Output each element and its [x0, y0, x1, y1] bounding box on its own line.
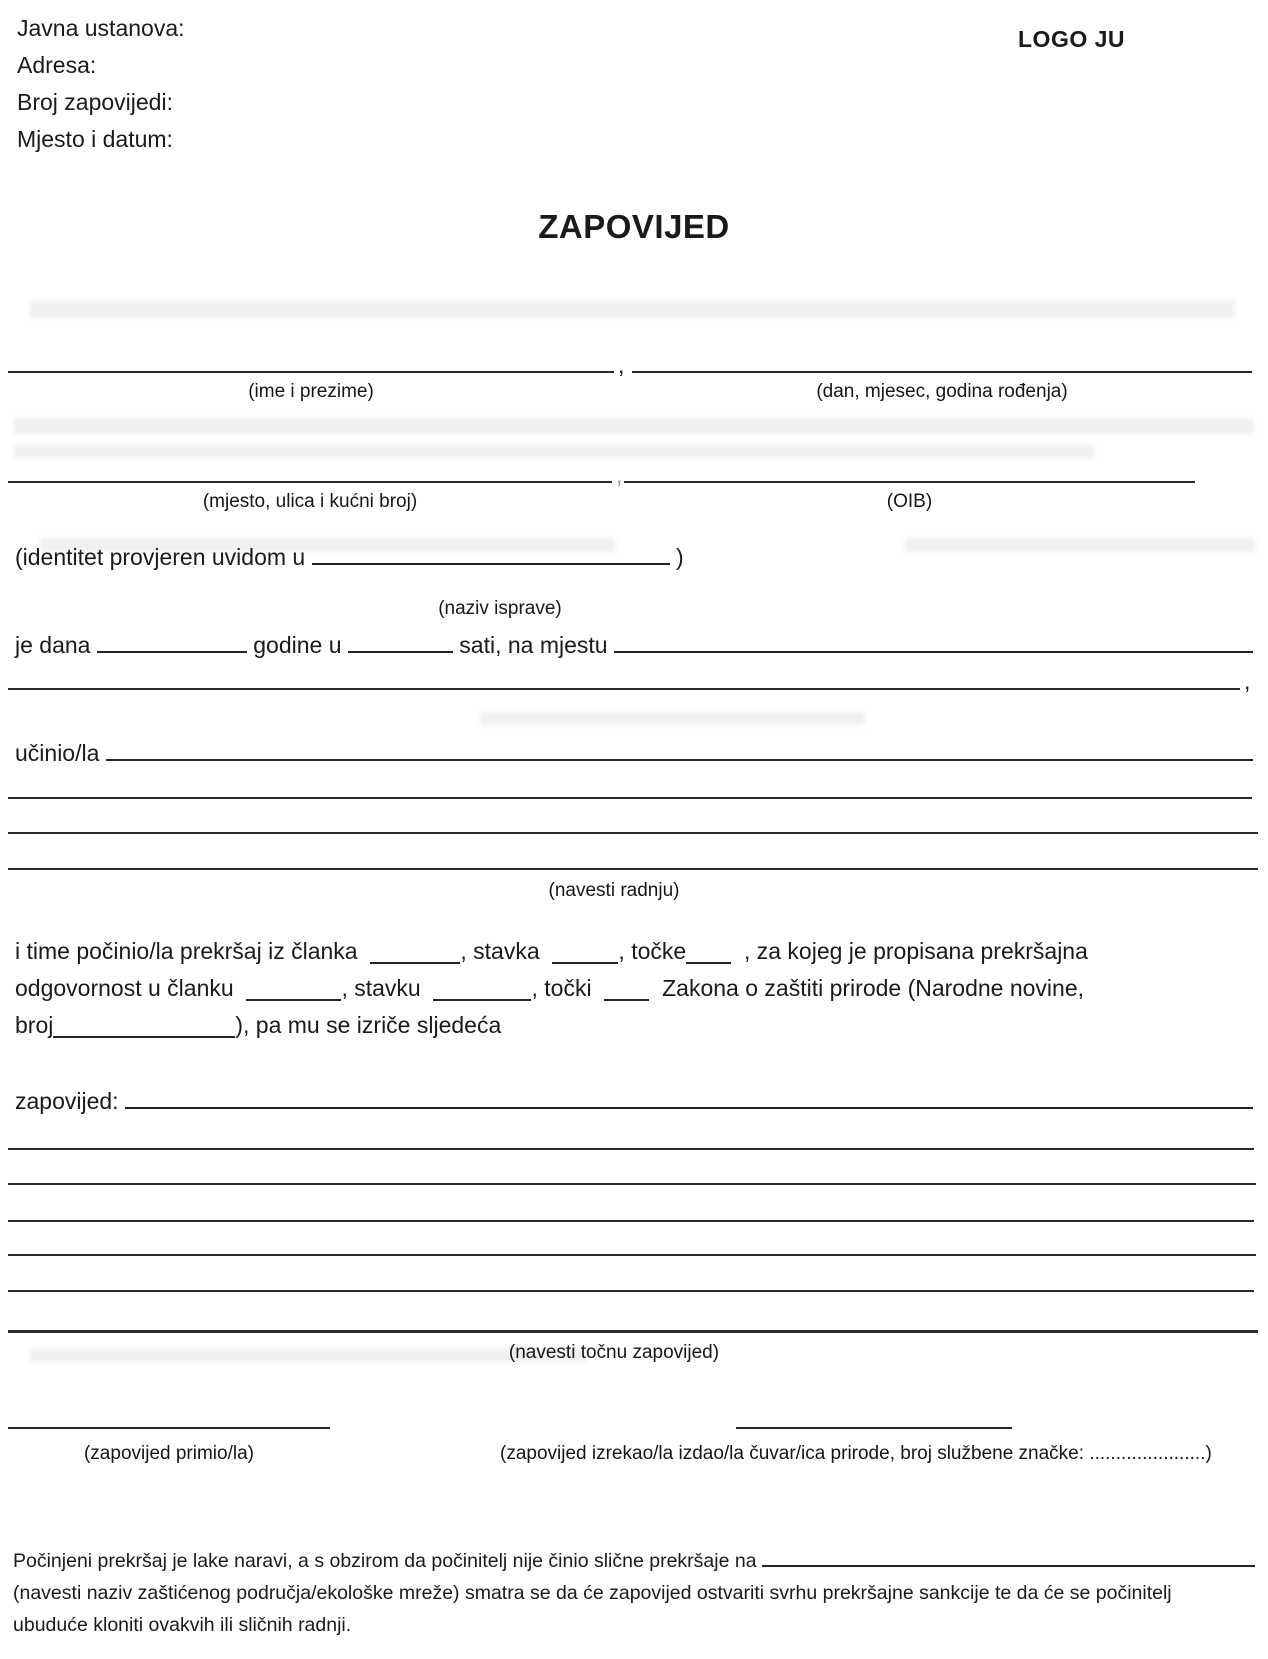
violation-text: Zakona o zaštiti prirode (Narodne novine,: [662, 975, 1085, 1001]
footer-line-2: (navesti naziv zaštićenog područja/ekološke mreže) smatra se da će zapovijed ostvariti svrhu prekršajne sankcije te da će se počinitelj: [13, 1582, 1172, 1604]
scan-bleed-band: [14, 418, 1254, 434]
scan-bleed-band: [14, 444, 1094, 459]
caption-birth: (dan, mjesec, godina rođenja): [816, 381, 1068, 402]
comma-separator: ,: [1244, 668, 1251, 694]
scan-bleed-band: [30, 300, 1235, 318]
address-label: Adresa:: [17, 52, 97, 78]
caption-signature-recipient: (zapovijed primio/la): [83, 1443, 254, 1464]
scan-bleed-band: [905, 538, 1255, 552]
institution-label: Javna ustanova:: [17, 15, 185, 41]
blank-line-place-continuation: [8, 688, 1240, 690]
blank-line-oib: [624, 481, 1195, 483]
date-prefix: je dana: [15, 632, 91, 658]
blank-field-paragraph2: [433, 981, 531, 1001]
violation-text: ), pa mu se izriče sljedeća: [235, 1012, 502, 1038]
date-mid: godine u: [253, 632, 342, 658]
blank-line-name: [8, 371, 614, 373]
signature-line-ranger: [736, 1427, 1012, 1429]
identity-prefix: (identitet provjeren uvidom u: [15, 544, 306, 570]
header-fields: [17, 10, 185, 158]
blank-field-point: [686, 944, 731, 964]
caption-address: (mjesto, ulica i kućni broj): [202, 491, 418, 512]
blank-line-order: [8, 1220, 1254, 1222]
blank-field-article: [370, 944, 460, 964]
blank-field-order: [125, 1089, 1253, 1109]
caption-name: (ime i prezime): [248, 381, 374, 402]
order-label: zapovijed:: [15, 1088, 119, 1114]
violation-text: odgovornost u članku: [15, 975, 234, 1001]
blank-field-date: [97, 633, 247, 653]
blank-line-action: [8, 797, 1252, 799]
place-date-label: Mjesto i datum:: [17, 126, 173, 152]
violation-line-1: [15, 938, 1088, 965]
identity-row: [15, 544, 684, 571]
blank-line-action: [8, 868, 1258, 870]
blank-line-order: [8, 1183, 1256, 1185]
caption-document: (naziv isprave): [438, 598, 562, 619]
order-number-label: Broj zapovijedi:: [17, 89, 173, 115]
violation-line-2: [15, 975, 1084, 1002]
blank-field-place: [614, 633, 1253, 653]
identity-close-paren: ): [676, 544, 684, 570]
date-suffix: sati, na mjestu: [459, 632, 608, 658]
blank-field-hour: [348, 633, 453, 653]
caption-exact-order: (navesti točnu zapovijed): [508, 1342, 720, 1363]
footer-line-1: [13, 1550, 1255, 1573]
document-title: ZAPOVIJED: [538, 208, 730, 245]
footer-text: Počinjeni prekršaj je lake naravi, a s obzirom da počinitelj nije činio slične prekršaje na: [13, 1550, 757, 1572]
violation-text: , točke: [618, 938, 687, 964]
violation-text: , točki: [531, 975, 592, 1001]
signature-line-recipient: [8, 1427, 330, 1429]
blank-field-action: [106, 741, 1253, 761]
violation-text: , stavku: [341, 975, 421, 1001]
blank-line-order: [8, 1290, 1254, 1292]
blank-line-address: [8, 481, 612, 483]
order-row: [15, 1088, 1253, 1115]
footer-line-3: ubuduće kloniti ovakvih ili sličnih radnji.: [13, 1614, 352, 1636]
caption-signature-ranger: (zapovijed izrekao/la izdao/la čuvar/ica prirode, broj službene značke: ......................): [500, 1443, 1212, 1464]
blank-line-order-final: [8, 1330, 1258, 1333]
logo-placeholder: LOGO JU: [1018, 26, 1126, 52]
violation-text: broj: [15, 1012, 54, 1038]
committed-label: učinio/la: [15, 740, 100, 766]
blank-field-point2: [604, 981, 649, 1001]
scan-bleed-band: [480, 712, 865, 725]
blank-field-protected-area: [762, 1550, 1255, 1567]
blank-field-paragraph: [552, 944, 618, 964]
blank-line-action: [8, 832, 1258, 834]
blank-field-gazette-number: [53, 1018, 235, 1038]
blank-line-order: [8, 1254, 1256, 1256]
violation-line-3: [15, 1012, 501, 1039]
committed-row: [15, 740, 1253, 767]
caption-action: (navesti radnju): [548, 880, 680, 901]
caption-oib: (OIB): [886, 491, 933, 512]
blank-line-birth: [632, 371, 1252, 373]
blank-field-document: [312, 545, 670, 565]
blank-field-article2: [246, 981, 341, 1001]
violation-text: , za kojeg je propisana prekršajna: [743, 938, 1088, 964]
date-place-row: [15, 632, 1253, 659]
comma-separator: ,: [618, 352, 625, 378]
blank-line-order: [8, 1148, 1254, 1150]
violation-text: i time počinio/la prekršaj iz članka: [15, 938, 358, 964]
comma-separator: ,: [616, 462, 623, 488]
violation-text: , stavka: [460, 938, 540, 964]
